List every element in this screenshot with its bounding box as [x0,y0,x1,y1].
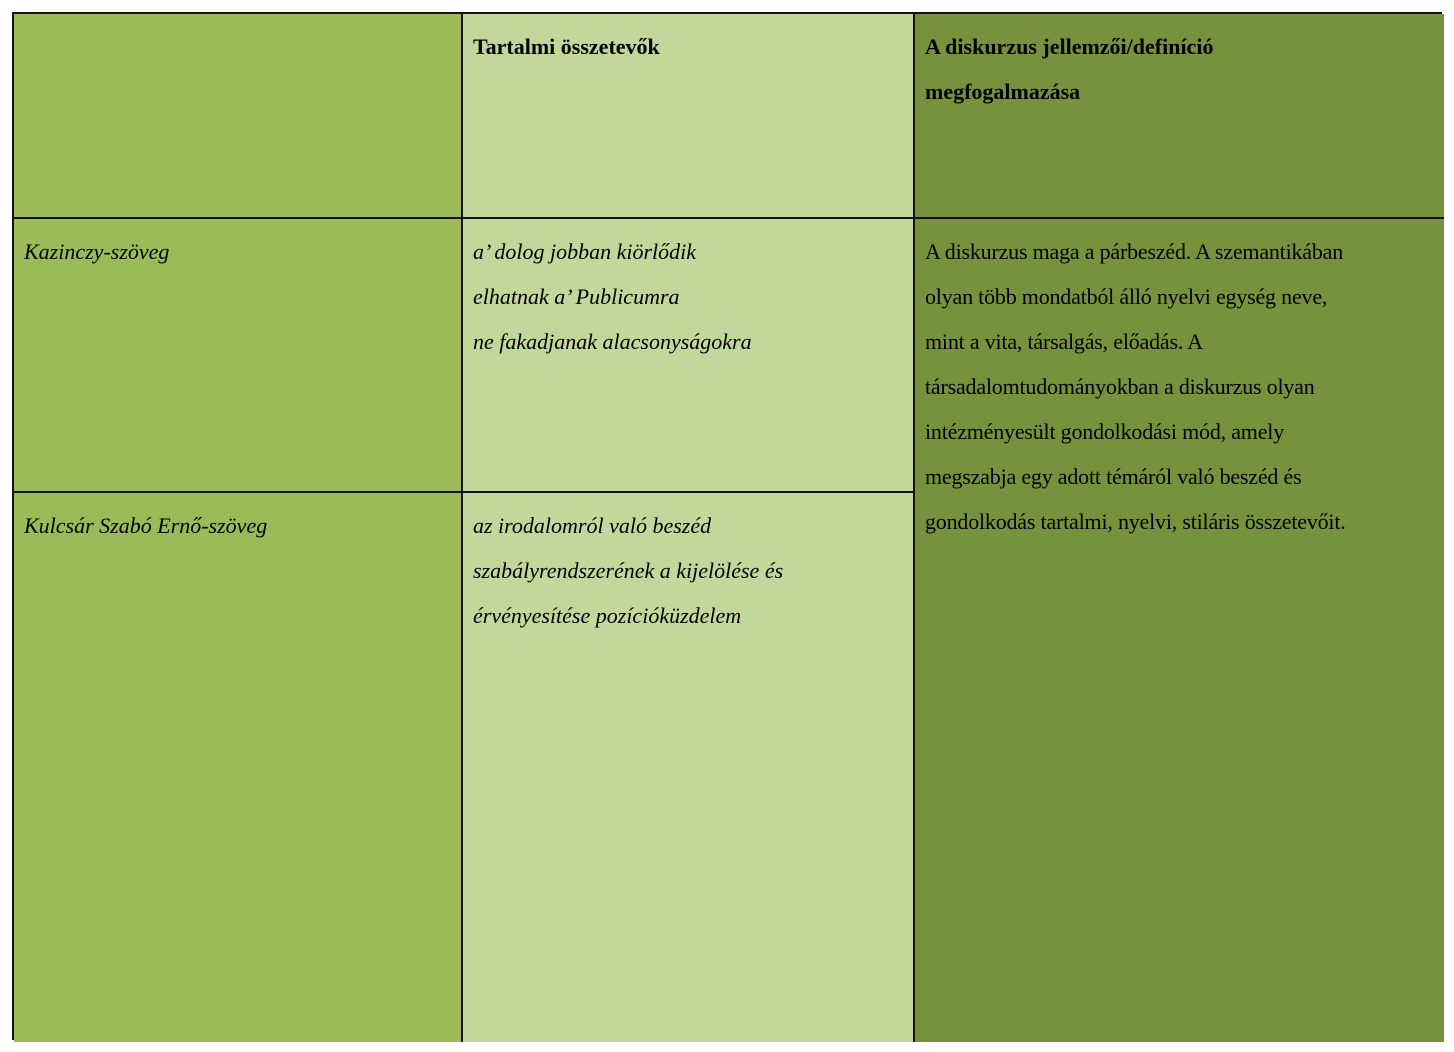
header-empty-cell [14,14,463,219]
definition-line: gondolkodás tartalmi, nyelvi, stiláris összetevőit. [925,509,1346,534]
definition-line: mint a vita, társalgás, előadás. A [925,329,1203,354]
row-label: Kulcsár Szabó Ernő-szöveg [24,513,268,538]
content-line: érvényesítése pozícióküzdelem [473,603,742,628]
definition-line: megszabja egy adott témáról való beszéd és [925,464,1302,489]
definition-line: olyan több mondatból álló nyelvi egység neve, [925,284,1328,309]
row-kazinczy-content-cell [463,219,915,493]
header-definition-cell [915,14,1444,219]
discourse-table [12,12,1442,1040]
definition-cell [915,219,1444,1042]
header-col3-label-line2: megfogalmazása [925,79,1081,104]
content-line: az irodalomról való beszéd [473,513,712,538]
row-label: Kazinczy-szöveg [24,239,170,264]
content-line: elhatnak a’ Publicumra [473,284,680,309]
header-col3-label-line1: A diskurzus jellemzői/definíció [925,34,1214,59]
content-line: ne fakadjanak alacsonyságokra [473,329,752,354]
definition-line: intézményesült gondolkodási mód, amely [925,419,1284,444]
definition-line: A diskurzus maga a párbeszéd. A szemantikában [925,239,1344,264]
definition-line: társadalomtudományokban a diskurzus olyan [925,374,1315,399]
row-kulcsar-label-cell [14,493,463,1042]
header-content-cell [463,14,915,219]
row-kazinczy-label-cell [14,219,463,493]
row-kulcsar-content-cell [463,493,915,1042]
header-col2-label: Tartalmi összetevők [473,34,660,59]
content-line: szabályrendszerének a kijelölése és [473,558,784,583]
content-line: a’ dolog jobban kiörlődik [473,239,697,264]
